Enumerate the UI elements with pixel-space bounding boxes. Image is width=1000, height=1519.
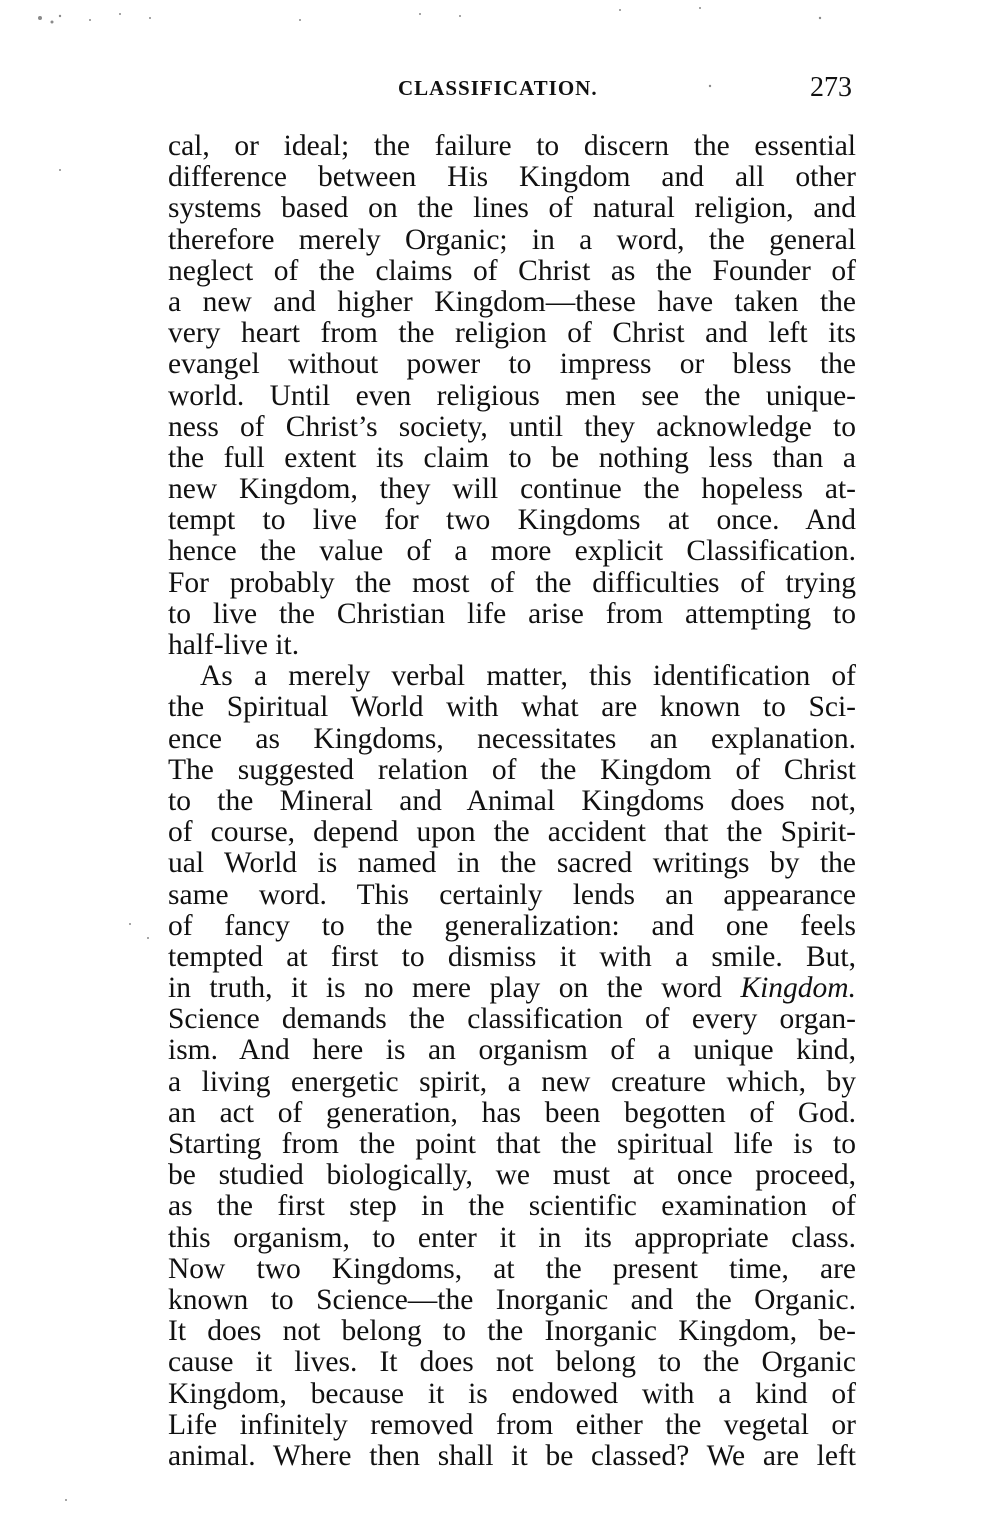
- text-line-with-italic: [168, 973, 856, 1004]
- text-line: very heart from the religion of Christ and left its: [168, 317, 856, 350]
- text-line: be studied biologically, we must at once proceed,: [168, 1159, 856, 1192]
- text-line: an act of generation, has been begotten of God.: [168, 1096, 856, 1129]
- speck: [119, 13, 121, 15]
- text-line: evangel without power to impress or bless the: [168, 348, 856, 381]
- running-title: CLASSIFICATION.: [398, 76, 598, 100]
- text-line: Life infinitely removed from either the vegetal or: [168, 1408, 856, 1441]
- text-line: Kingdom, because it is endowed with a kind of: [168, 1377, 856, 1410]
- text-line: a living energetic spirit, a new creature which, by: [168, 1065, 856, 1098]
- text-line: animal. Where then shall it be classed? We are left: [168, 1439, 856, 1472]
- text-line: the Spiritual World with what are known to Sci-: [168, 691, 856, 724]
- text-line: neglect of the claims of Christ as the Founder of: [168, 254, 856, 287]
- text-line: ual World is named in the sacred writings by the: [168, 847, 856, 880]
- speck: [149, 17, 151, 19]
- text-line: ism. And here is an organism of a unique kind,: [168, 1034, 856, 1067]
- speck: [147, 937, 149, 939]
- text-line: the full extent its claim to be nothing less than a: [168, 441, 856, 474]
- paragraph-2: [168, 661, 856, 1472]
- text-line: new Kingdom, they will continue the hopeless at-: [168, 473, 856, 506]
- text-line: therefore merely Organic; in a word, the general: [168, 223, 856, 256]
- text-line: It does not belong to the Inorganic Kingdom, be-: [168, 1315, 856, 1348]
- text-line: As a merely verbal matter, this identification of: [200, 660, 856, 693]
- text-line: known to Science—the Inorganic and the Organic.: [168, 1283, 856, 1316]
- text-line: Now two Kingdoms, at the present time, are: [168, 1252, 856, 1285]
- text-line: as the first step in the scientific examination of: [168, 1190, 856, 1223]
- text-line: of fancy to the generalization: and one feels: [168, 909, 856, 942]
- body-text: [168, 131, 856, 1472]
- page-number: 273: [810, 72, 852, 103]
- speck: [59, 169, 61, 171]
- speck: [51, 21, 54, 24]
- text-line: hence the value of a more explicit Classification.: [168, 535, 856, 568]
- text-fragment: in truth, it is no mere play on the word: [168, 972, 722, 1005]
- speck: [65, 1499, 67, 1501]
- text-line: The suggested relation of the Kingdom of Christ: [168, 753, 856, 786]
- text-line: this organism, to enter it in its appropriate class.: [168, 1221, 856, 1254]
- text-line: cal, or ideal; the failure to discern the essential: [168, 130, 856, 162]
- italic-word: Kingdom.: [740, 972, 856, 1005]
- speck: [459, 15, 461, 17]
- text-line: a new and higher Kingdom—these have taken the: [168, 285, 856, 318]
- text-line: systems based on the lines of natural religion, and: [168, 192, 856, 225]
- text-line: to live the Christian life arise from attempting to: [168, 597, 856, 630]
- text-line: ence as Kingdoms, necessitates an explanation.: [168, 722, 856, 755]
- text-line: tempted at first to dismiss it with a smile. But,: [168, 940, 856, 973]
- text-line: world. Until even religious men see the unique-: [168, 379, 856, 412]
- speck: [419, 13, 421, 15]
- speck: [699, 7, 701, 9]
- text-line: half-live it.: [168, 629, 300, 661]
- speck: [819, 17, 821, 19]
- text-line: to the Mineral and Animal Kingdoms does not,: [168, 784, 856, 817]
- speck: [89, 19, 91, 21]
- text-line: of course, depend upon the accident that the Spirit-: [168, 816, 856, 849]
- text-line: ness of Christ’s society, until they acknowledge to: [168, 410, 856, 443]
- text-line: tempt to live for two Kingdoms at once. And: [168, 504, 856, 537]
- paragraph-1: [168, 131, 856, 661]
- speck: [619, 9, 621, 11]
- speck: [59, 15, 61, 17]
- text-line: For probably the most of the difficulties of trying: [168, 566, 856, 599]
- text-line: difference between His Kingdom and all other: [168, 161, 856, 194]
- text-line: same word. This certainly lends an appearance: [168, 878, 856, 911]
- speck: [129, 923, 131, 925]
- text-line: Starting from the point that the spiritual life is to: [168, 1128, 856, 1160]
- text-line: Science demands the classification of every organ-: [168, 1003, 856, 1036]
- speck: [299, 19, 301, 21]
- text-line: cause it lives. It does not belong to the Organic: [168, 1346, 856, 1379]
- speck: [38, 16, 42, 20]
- running-head: [168, 72, 856, 104]
